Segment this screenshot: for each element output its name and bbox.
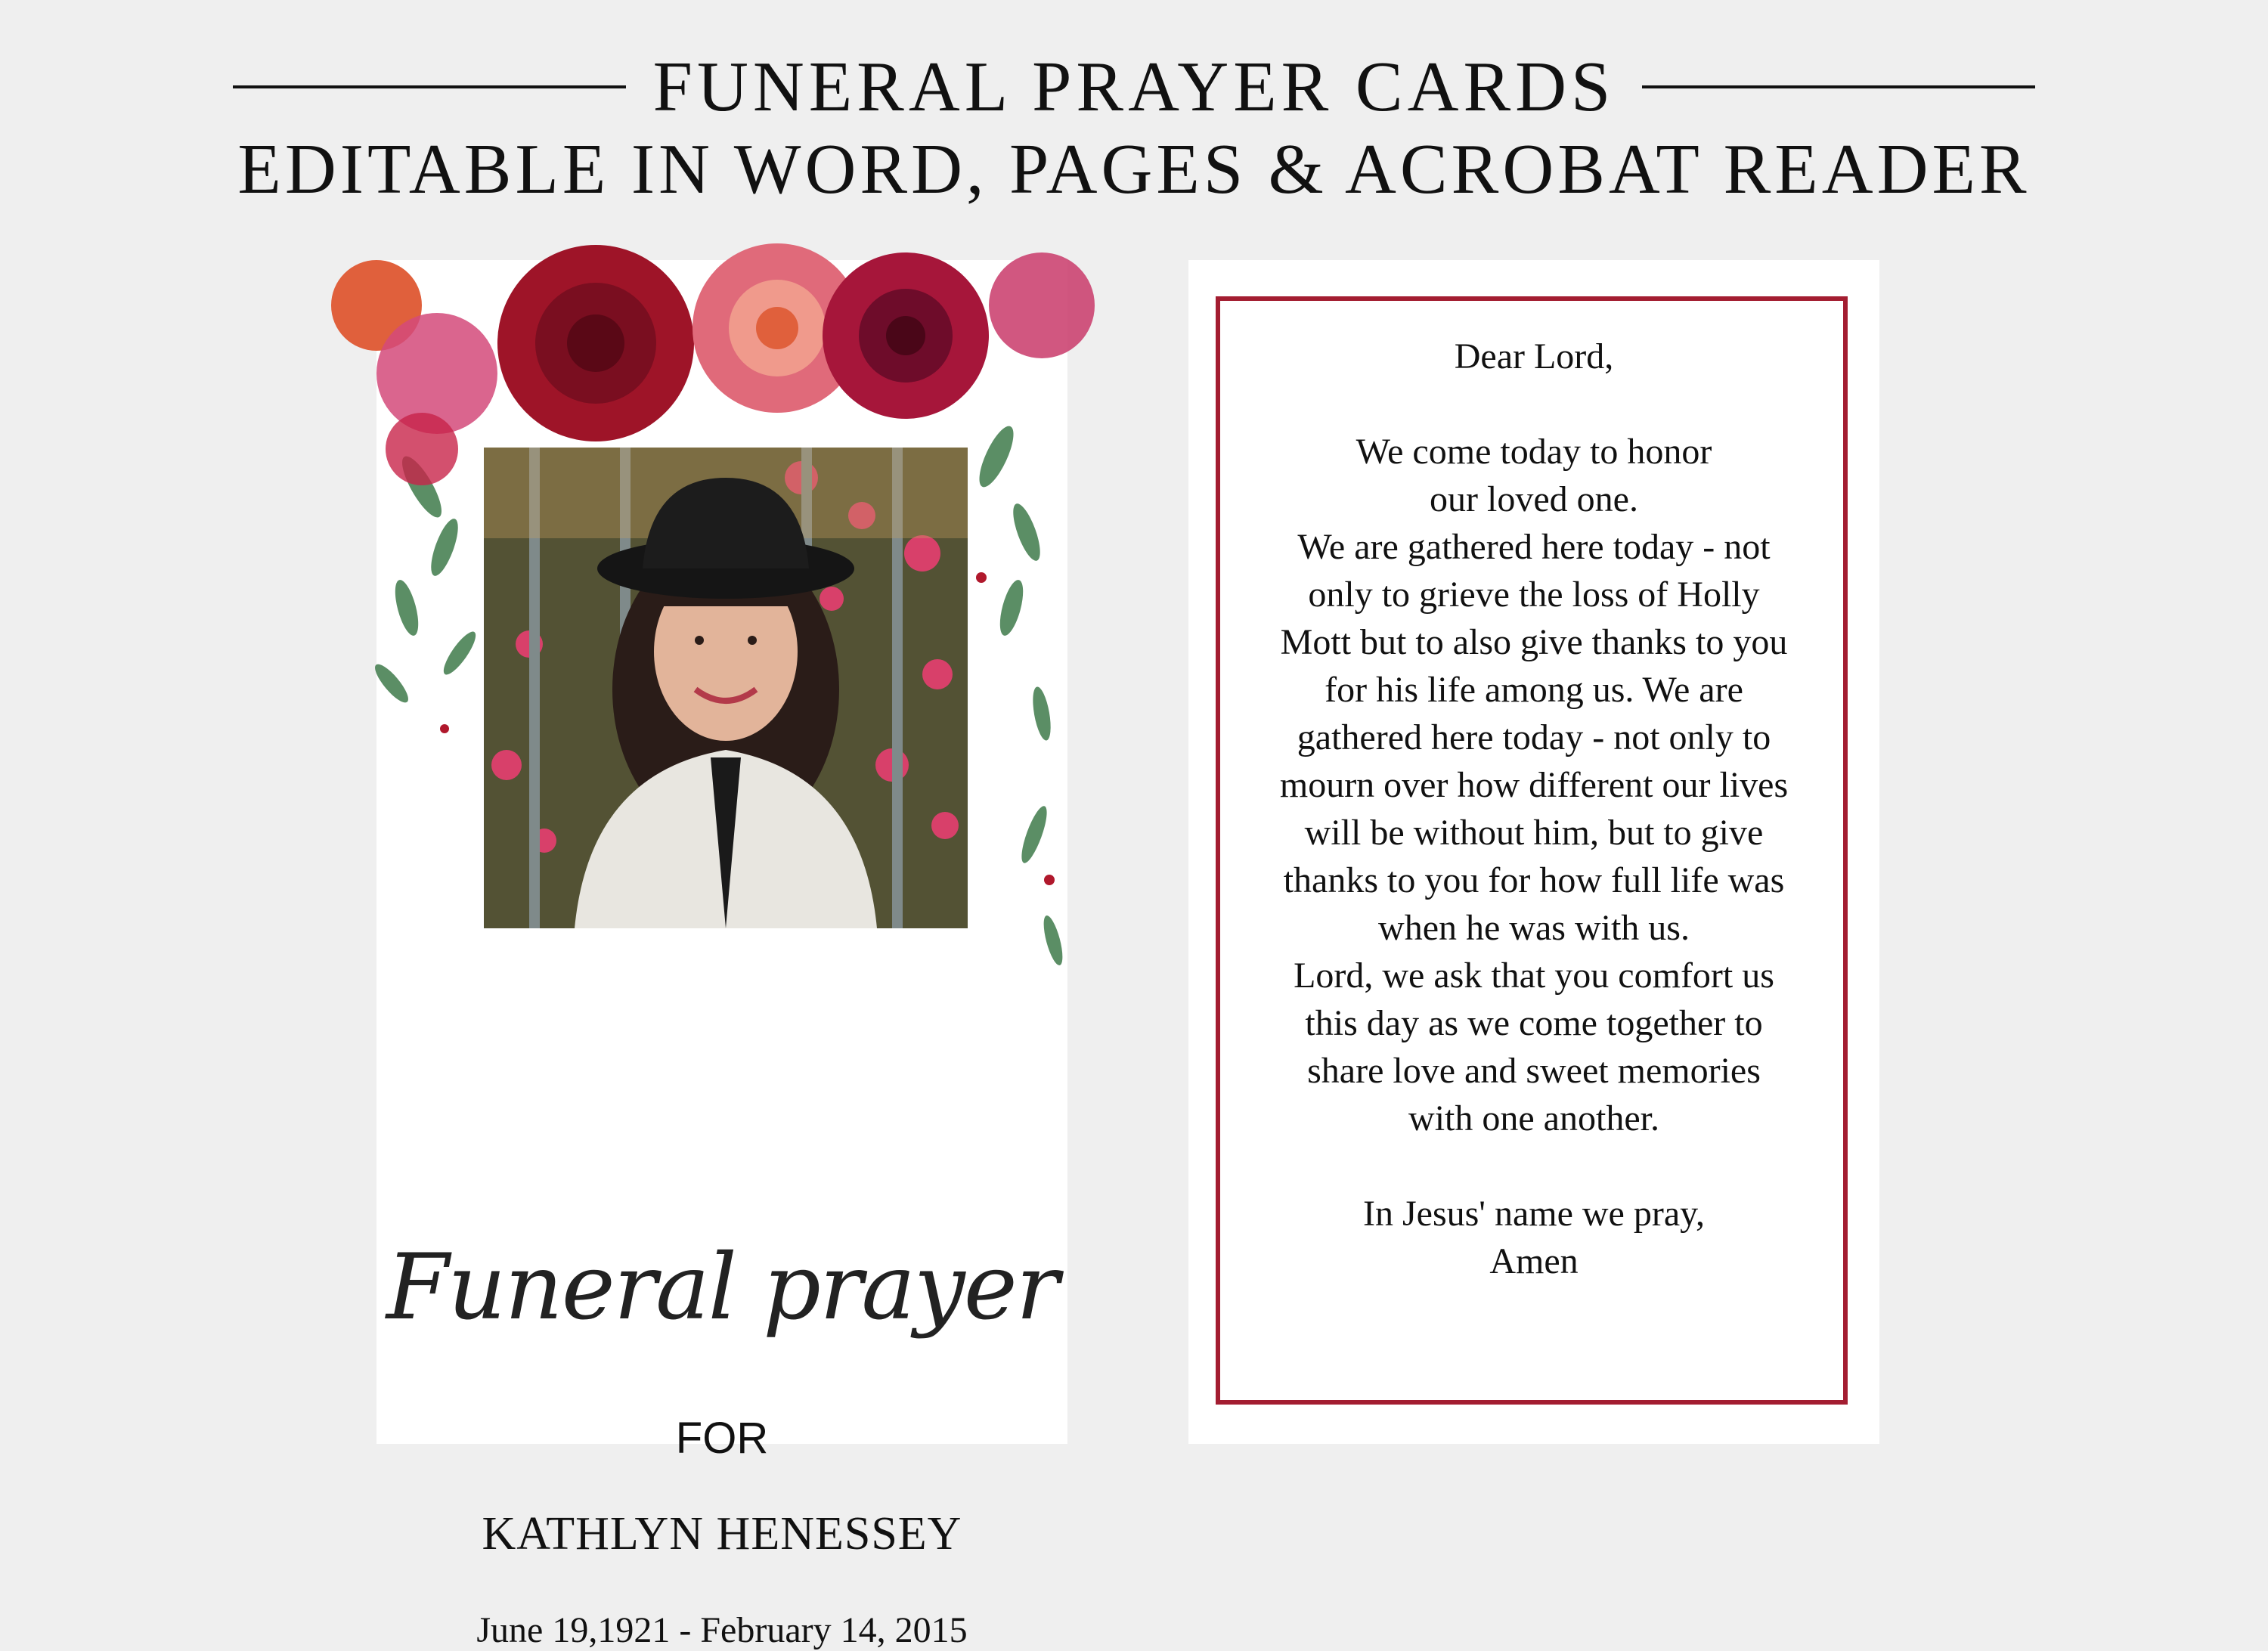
portrait-photo [484, 448, 968, 928]
prayer-line: for his life among us. We are [1325, 670, 1743, 710]
life-dates: June 19,1921 - February 14, 2015 [476, 1610, 968, 1650]
prayer-line: We are gathered here today - not [1297, 527, 1771, 567]
prayer-closing: In Jesus' name we pray, [1362, 1194, 1706, 1234]
prayer-line: mourn over how different our lives [1279, 765, 1789, 805]
deceased-name: KATHLYN HENESSEY [482, 1508, 962, 1560]
title-rule-right [1642, 85, 2035, 88]
prayer-line: with one another. [1408, 1098, 1659, 1138]
prayer-text [1234, 333, 1834, 1285]
header-title-row [0, 45, 2268, 129]
prayer-line: We come today to honor [1356, 432, 1712, 472]
back-card [1188, 260, 1879, 1444]
page-title: FUNERAL PRAYER CARDS [652, 48, 1616, 126]
for-label: FOR [675, 1414, 769, 1463]
prayer-line: only to grieve the loss of Holly [1308, 575, 1760, 615]
title-rule-left [233, 85, 626, 88]
prayer-line: thanks to you for how full life was [1283, 860, 1785, 900]
prayer-line: when he was with us. [1378, 908, 1690, 948]
prayer-line: share love and sweet memories [1307, 1051, 1761, 1091]
prayer-line: Mott but to also give thanks to you [1280, 622, 1788, 662]
prayer-line: our loved one. [1430, 479, 1638, 519]
prayer-line: this day as we come together to [1305, 1003, 1763, 1043]
page-subtitle: EDITABLE IN WORD, PAGES & ACROBAT READER [237, 130, 2031, 209]
prayer-line: will be without him, but to give [1304, 813, 1764, 853]
script-title: Funeral prayer [386, 1235, 1058, 1340]
prayer-amen: Amen [1489, 1241, 1579, 1281]
prayer-line: Lord, we ask that you comfort us [1294, 956, 1774, 996]
prayer-line: gathered here today - not only to [1297, 717, 1771, 757]
front-card [376, 260, 1067, 1650]
prayer-greeting: Dear Lord, [1454, 336, 1614, 376]
